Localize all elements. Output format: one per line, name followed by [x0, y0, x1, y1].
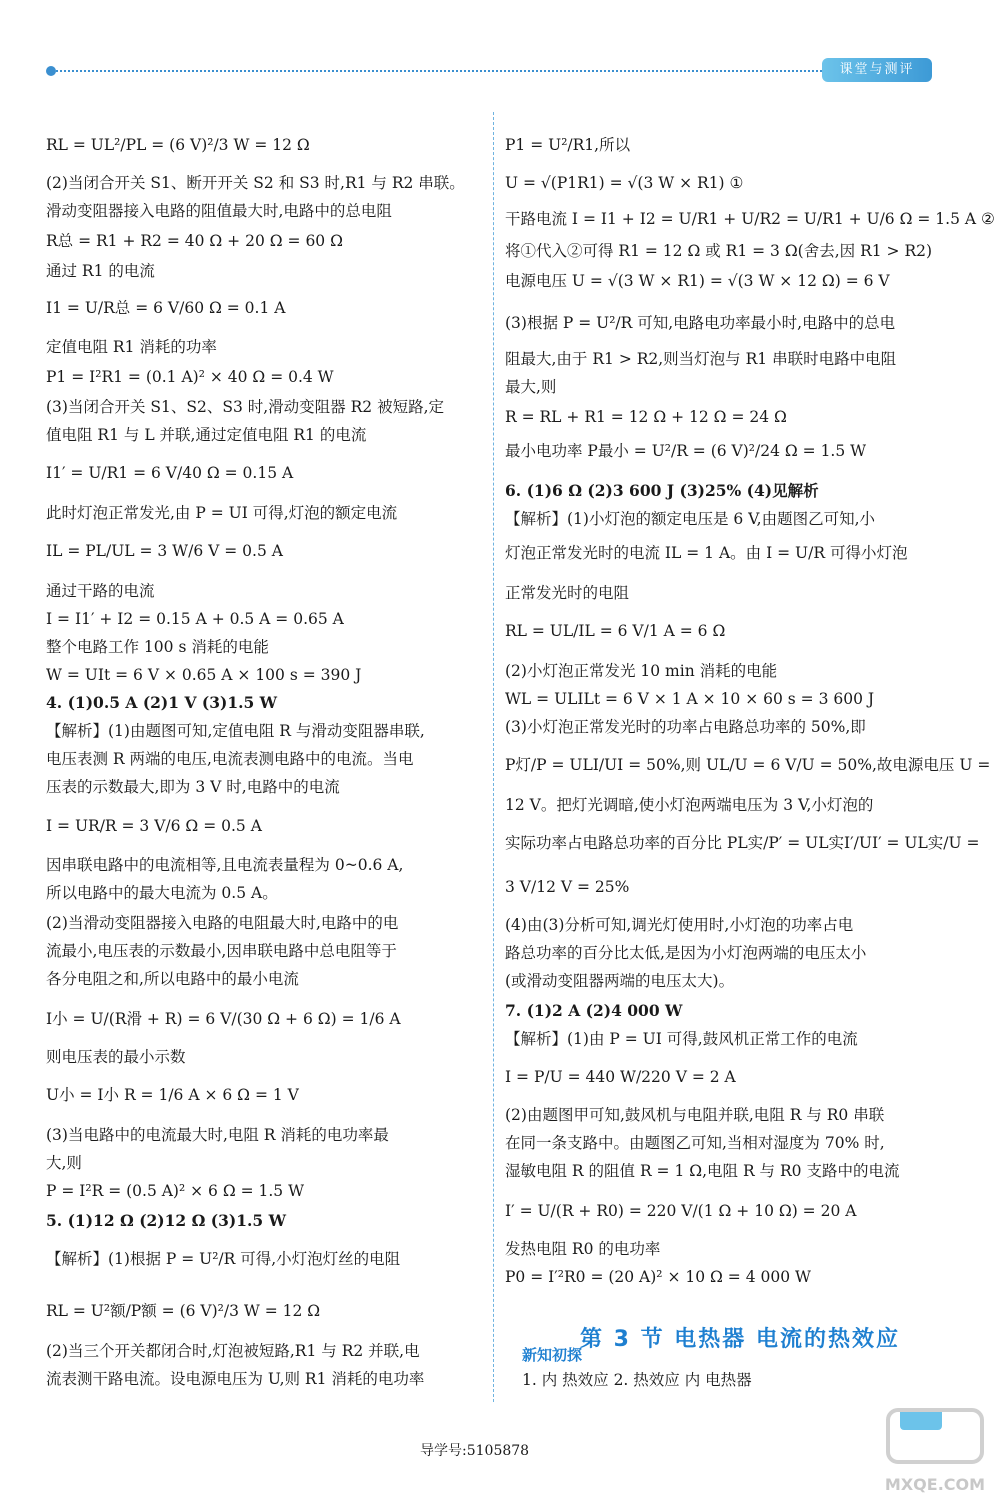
text-line: 6. (1)6 Ω (2)3 600 J (3)25% (4)见解析: [505, 481, 819, 500]
text-line: 实际功率占电路总功率的百分比 PL实/P′ = UL实I′/UI′ = UL实/U =: [505, 834, 980, 852]
text-line: I′ = U/(R + R0) = 220 V/(1 Ω + 10 Ω) = 20 A: [505, 1202, 857, 1220]
text-line: W = UIt = 6 V × 0.65 A × 100 s = 390 J: [46, 666, 362, 684]
text-line: I小 = U/(R滑 + R) = 6 V/(30 Ω + 6 Ω) = 1/6 A: [46, 1010, 401, 1028]
text-line: P1 = U²/R1,所以: [505, 136, 631, 154]
guide-number: 导学号:5105878: [420, 1443, 530, 1459]
text-line: P = I²R = (0.5 A)² × 6 Ω = 1.5 W: [46, 1182, 305, 1200]
text-line: (3)小灯泡正常发光时的功率占电路总功率的 50%,即: [505, 718, 866, 736]
text-line: 电压表测 R 两端的电压,电流表测电路中的电流。当电: [46, 750, 414, 768]
header-rule: [52, 70, 822, 72]
header-badge: 课堂与测评: [822, 58, 932, 82]
text-line: 最大,则: [505, 378, 557, 396]
text-line: 值电阻 R1 与 L 并联,通过定值电阻 R1 的电流: [46, 426, 367, 444]
text-line: 【解析】(1)由 P = UI 可得,鼓风机正常工作的电流: [505, 1030, 858, 1048]
text-line: 阻最大,由于 R1 > R2,则当灯泡与 R1 串联时电路中电阻: [505, 350, 897, 368]
text-line: (4)由(3)分析可知,调光灯使用时,小灯泡的功率占电: [505, 916, 854, 934]
text-line: 正常发光时的电阻: [505, 584, 630, 602]
text-line: IL = PL/UL = 3 W/6 V = 0.5 A: [46, 542, 283, 560]
watermark-logo: [880, 1402, 990, 1502]
section-title: 第 3 节 电热器 电流的热效应: [580, 1327, 900, 1352]
section-subtitle: 新知初探: [522, 1346, 583, 1364]
text-line: 定值电阻 R1 消耗的功率: [46, 338, 217, 356]
text-line: (2)由题图甲可知,鼓风机与电阻并联,电阻 R 与 R0 串联: [505, 1106, 885, 1124]
text-line: 流最小,电压表的示数最小,因串联电路中总电阻等于: [46, 942, 397, 960]
text-line: WL = ULILt = 6 V × 1 A × 10 × 60 s = 3 600 J: [505, 690, 875, 708]
text-line: 滑动变阻器接入电路的阻值最大时,电路中的总电阻: [46, 202, 392, 220]
text-line: 最小电功率 P最小 = U²/R = (6 V)²/24 Ω = 1.5 W: [505, 442, 867, 460]
text-line: (2)当闭合开关 S1、断开开关 S2 和 S3 时,R1 与 R2 串联。: [46, 174, 465, 192]
text-line: (3)当电路中的电流最大时,电阻 R 消耗的电功率最: [46, 1126, 389, 1144]
text-line: I1 = U/R总 = 6 V/60 Ω = 0.1 A: [46, 299, 286, 317]
text-line: 电源电压 U = √(3 W × R1) = √(3 W × 12 Ω) = 6 V: [505, 272, 890, 290]
text-line: 【解析】(1)小灯泡的额定电压是 6 V,由题图乙可知,小: [505, 510, 876, 528]
text-line: 压表的示数最大,即为 3 V 时,电路中的电流: [46, 778, 340, 796]
text-line: P0 = I′²R0 = (20 A)² × 10 Ω = 4 000 W: [505, 1268, 811, 1286]
text-line: 5. (1)12 Ω (2)12 Ω (3)1.5 W: [46, 1211, 287, 1230]
text-line: U小 = I小 R = 1/6 A × 6 Ω = 1 V: [46, 1086, 299, 1104]
text-line: 3 V/12 V = 25%: [505, 878, 630, 896]
text-line: RL = U²额/P额 = (6 V)²/3 W = 12 Ω: [46, 1302, 321, 1320]
text-line: 发热电阻 R0 的电功率: [505, 1240, 661, 1258]
text-line: 流表测干路电流。设电源电压为 U,则 R1 消耗的电功率: [46, 1370, 425, 1388]
text-line: 此时灯泡正常发光,由 P = UI 可得,灯泡的额定电流: [46, 504, 398, 522]
text-line: (或滑动变阻器两端的电压太大)。: [505, 972, 735, 990]
text-line: RL = UL/IL = 6 V/1 A = 6 Ω: [505, 622, 726, 640]
text-line: 所以电路中的最大电流为 0.5 A。: [46, 884, 278, 902]
text-line: RL = UL²/PL = (6 V)²/3 W = 12 Ω: [46, 136, 310, 154]
text-line: I = UR/R = 3 V/6 Ω = 0.5 A: [46, 817, 262, 835]
text-line: 路总功率的百分比太低,是因为小灯泡两端的电压太小: [505, 944, 867, 962]
section-answers: 1. 内 热效应 2. 热效应 内 电热器: [522, 1371, 752, 1389]
text-line: R = RL + R1 = 12 Ω + 12 Ω = 24 Ω: [505, 408, 787, 426]
text-line: 【解析】(1)根据 P = U²/R 可得,小灯泡灯丝的电阻: [46, 1250, 401, 1268]
text-line: (2)小灯泡正常发光 10 min 消耗的电能: [505, 662, 778, 680]
column-divider: [493, 112, 494, 1402]
text-line: I = I1′ + I2 = 0.15 A + 0.5 A = 0.65 A: [46, 610, 344, 628]
text-line: 在同一条支路中。由题图乙可知,当相对湿度为 70% 时,: [505, 1134, 885, 1152]
text-line: (3)当闭合开关 S1、S2、S3 时,滑动变阻器 R2 被短路,定: [46, 398, 444, 416]
text-line: U = √(P1R1) = √(3 W × R1) ①: [505, 174, 744, 192]
text-line: 因串联电路中的电流相等,且电流表量程为 0~0.6 A,: [46, 856, 404, 874]
text-line: 【解析】(1)由题图可知,定值电阻 R 与滑动变阻器串联,: [46, 722, 425, 740]
text-line: P1 = I²R1 = (0.1 A)² × 40 Ω = 0.4 W: [46, 368, 334, 386]
text-line: 大,则: [46, 1154, 82, 1172]
text-line: 将①代入②可得 R1 = 12 Ω 或 R1 = 3 Ω(舍去,因 R1 > R2): [505, 242, 933, 260]
text-line: 整个电路工作 100 s 消耗的电能: [46, 638, 269, 656]
text-line: I = P/U = 440 W/220 V = 2 A: [505, 1068, 736, 1086]
text-line: (2)当滑动变阻器接入电路的电阻最大时,电路中的电: [46, 914, 399, 932]
text-line: 各分电阻之和,所以电路中的最小电流: [46, 970, 299, 988]
text-line: I1′ = U/R1 = 6 V/40 Ω = 0.15 A: [46, 464, 294, 482]
text-line: 7. (1)2 A (2)4 000 W: [505, 1001, 683, 1020]
text-line: 12 V。把灯光调暗,使小灯泡两端电压为 3 V,小灯泡的: [505, 796, 874, 814]
text-line: (2)当三个开关都闭合时,灯泡被短路,R1 与 R2 并联,电: [46, 1342, 420, 1360]
text-line: 灯泡正常发光时的电流 IL = 1 A。由 I = U/R 可得小灯泡: [505, 544, 908, 562]
svg-text:MXQE.COM: MXQE.COM: [884, 1475, 986, 1494]
text-line: P灯/P = ULI/UI = 50%,则 UL/U = 6 V/U = 50%,故电源电压 U =: [505, 756, 991, 774]
text-line: (3)根据 P = U²/R 可知,电路电功率最小时,电路中的总电: [505, 314, 896, 332]
text-line: 通过干路的电流: [46, 582, 155, 600]
text-line: 4. (1)0.5 A (2)1 V (3)1.5 W: [46, 693, 278, 712]
text-line: 湿敏电阻 R 的阻值 R = 1 Ω,电阻 R 与 R0 支路中的电流: [505, 1162, 900, 1180]
text-line: R总 = R1 + R2 = 40 Ω + 20 Ω = 60 Ω: [46, 232, 343, 250]
text-line: 则电压表的最小示数: [46, 1048, 186, 1066]
text-line: 干路电流 I = I1 + I2 = U/R1 + U/R2 = U/R1 + U/6 Ω = 1.5 A ②: [505, 210, 995, 228]
text-line: 通过 R1 的电流: [46, 262, 155, 280]
